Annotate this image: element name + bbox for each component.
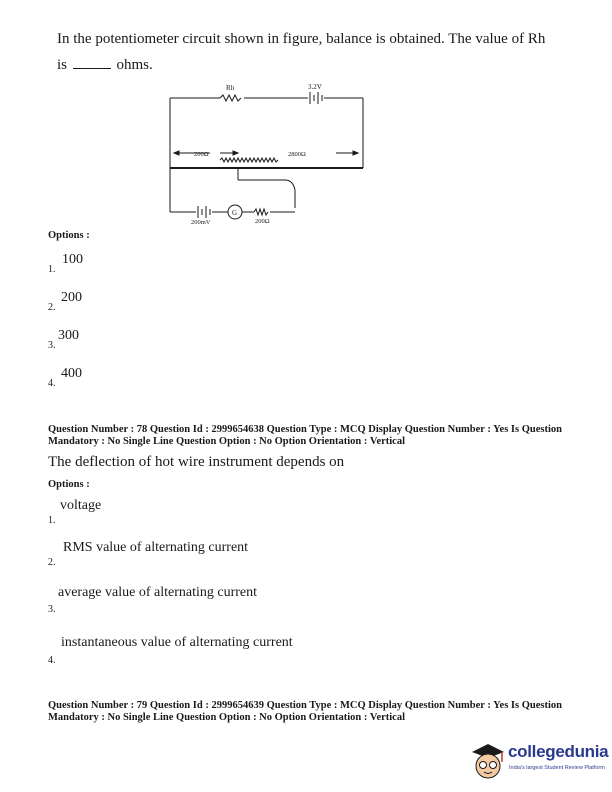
potentiometer-circuit-figure	[160, 80, 380, 225]
question-79-meta	[48, 700, 608, 724]
option-value[interactable]: average value of alternating current	[58, 585, 258, 600]
option-number: 4.	[48, 655, 56, 666]
option-value[interactable]: 100	[62, 252, 83, 267]
series-resistor	[254, 209, 268, 215]
rh-label: Rh	[226, 84, 235, 92]
option-number: 3.	[48, 340, 56, 351]
option-number: 2.	[48, 302, 56, 313]
question-78-text: The deflection of hot wire instrument depends on	[48, 454, 345, 470]
question-78-meta	[48, 424, 608, 448]
collegedunia-logo	[466, 738, 609, 782]
options-label: Options :	[48, 230, 90, 241]
brand-name: collegedunia	[508, 742, 609, 761]
option-value[interactable]: 200	[61, 290, 82, 305]
galvanometer-label: G	[232, 209, 238, 217]
mascot-icon	[466, 738, 508, 782]
option-value[interactable]: 400	[61, 366, 82, 381]
left-resistance-label: 200Ω	[194, 151, 209, 158]
question-77-text-line1: In the potentiometer circuit shown in figure, balance is obtained. The value of Rh	[57, 31, 546, 47]
cell-voltage-label: 200mV	[191, 219, 211, 225]
option-value[interactable]: instantaneous value of alternating current	[61, 635, 293, 650]
series-resistance-label: 200Ω	[255, 218, 270, 225]
question-77-suffix: ohms.	[116, 57, 153, 73]
question-78-meta-line1: Question Number : 78 Question Id : 2999654638 Question Type : MCQ Display Question Number : Yes Is Question	[48, 424, 562, 435]
answer-blank	[73, 68, 111, 69]
right-resistance-label: 2800Ω	[288, 151, 306, 158]
option-value[interactable]: RMS value of alternating current	[63, 540, 249, 555]
battery-label: 3.2V	[308, 83, 322, 91]
option-value[interactable]: 300	[58, 328, 79, 343]
option-number: 4.	[48, 378, 56, 389]
question-77-text-line2	[57, 57, 153, 74]
question-79-meta-line1: Question Number : 79 Question Id : 2999654639 Question Type : MCQ Display Question Number : Yes Is Question	[48, 700, 562, 711]
option-value[interactable]: voltage	[60, 498, 102, 513]
option-number: 3.	[48, 604, 56, 615]
question-79-meta-line2: Mandatory : No Single Line Question Option : No Option Orientation : Vertical	[48, 712, 406, 723]
rheostat-resistor	[220, 95, 241, 101]
option-number: 2.	[48, 557, 56, 568]
option-number: 1.	[48, 515, 56, 526]
option-number: 1.	[48, 264, 56, 275]
options-label: Options :	[48, 479, 90, 490]
question-77-prefix: is	[57, 57, 68, 73]
brand-tagline: India's largest Student Review Platform	[509, 765, 605, 771]
wire-resistor-zigzag	[220, 158, 278, 162]
question-78-meta-line2: Mandatory : No Single Line Question Option : No Option Orientation : Vertical	[48, 436, 406, 447]
